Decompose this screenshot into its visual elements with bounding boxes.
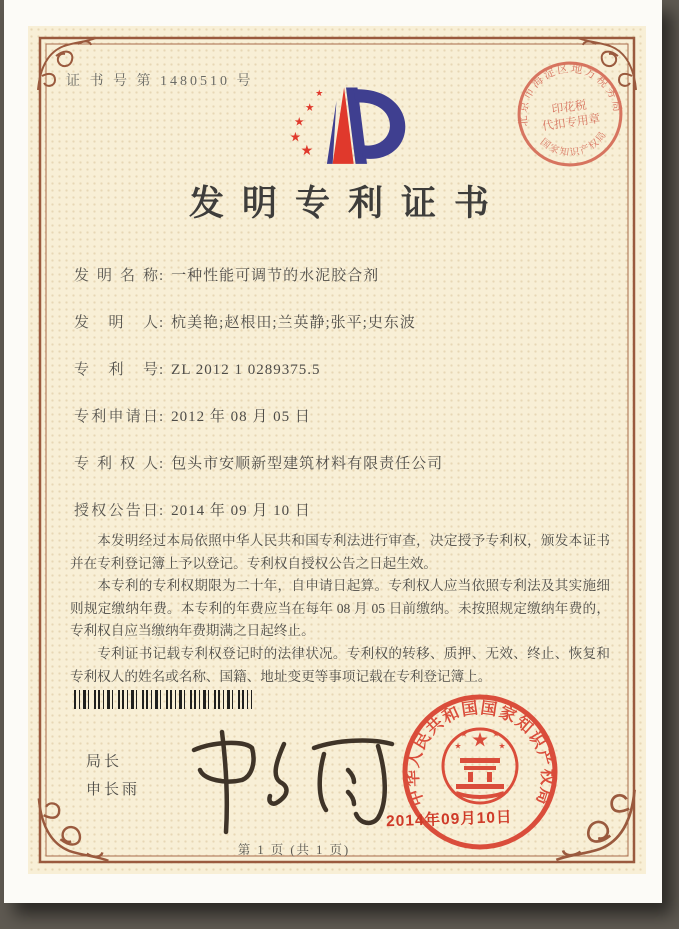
field-value: 杭美艳;赵根田;兰英静;张平;史东波 xyxy=(171,315,416,331)
director-block xyxy=(86,748,140,804)
sipo-logo-icon xyxy=(266,76,426,181)
field-label: 专利申请日 xyxy=(74,409,158,425)
field-patentee: 专利权人 : 包头市安顺新型建筑材料有限责任公司 xyxy=(74,452,614,474)
svg-text:国家知识产权局 xyxy=(537,128,612,163)
seal-date: 2014年09月10日 xyxy=(385,808,513,831)
tax-stamp-arc-top: 北京市海淀区地方税务局 xyxy=(517,62,624,128)
certificate-sheet xyxy=(4,0,662,903)
field-label: 授权公告日 xyxy=(74,503,158,519)
field-patent-number: 专利号 : ZL 2012 1 0289375.5 xyxy=(74,358,614,380)
director-signature-handwriting xyxy=(156,714,416,839)
field-value: ZL 2012 1 0289375.5 xyxy=(171,362,321,378)
field-value: 2014 年 09 月 10 日 xyxy=(171,503,311,519)
field-value: 包头市安顺新型建筑材料有限责任公司 xyxy=(171,456,444,472)
national-emblem-icon xyxy=(443,729,517,803)
field-grant-date: 授权公告日 : 2014 年 09 月 10 日 xyxy=(74,499,614,521)
legal-paragraph-1: 本发明经过本局依照中华人民共和国专利法进行审查，决定授予专利权，颁发本证书并在专利登记簿上予以登记。专利权自授权公告之日起生效。 xyxy=(70,533,610,571)
certificate-title: 发明专利证书 xyxy=(188,184,507,223)
tax-stamp-seal xyxy=(507,51,633,177)
legal-paragraph-3: 专利证书记载专利权登记时的法律状况。专利权的转移、质押、无效、终止、恢复和专利权人的姓名或名称、国籍、地址变更等事项记载在专利登记簿上。 xyxy=(70,645,610,684)
field-label: 发明人 xyxy=(74,315,158,331)
tax-stamp-arc-bottom: 国家知识产权局 xyxy=(537,128,610,159)
field-label: 专利号 xyxy=(74,362,158,378)
certificate-number: 证 书 号 第 1480510 号 xyxy=(66,74,254,89)
field-value: 一种性能可调节的水泥胶合剂 xyxy=(171,268,380,284)
director-title: 局长 xyxy=(86,754,123,770)
field-inventors: 发明人 : 杭美艳;赵根田;兰英静;张平;史东波 xyxy=(74,311,614,333)
field-label: 发明名称 xyxy=(74,268,158,284)
field-filing-date: 专利申请日 : 2012 年 08 月 05 日 xyxy=(74,405,614,427)
certificate-panel xyxy=(28,26,646,874)
field-list xyxy=(74,264,614,546)
tax-stamp-line1: 印花税 xyxy=(550,98,588,117)
field-invention-name: 发明名称 : 一种性能可调节的水泥胶合剂 xyxy=(74,264,614,286)
legal-paragraph-2: 本专利的专利权期限为二十年，自申请日起算。专利权人应当依照专利法及其实施细则规定缴纳年费。本专利的年费应当在每年 08 月 05 日前缴纳。未按照规定缴纳年费的，专利权自应当缴纳年费期满之日起终止。 xyxy=(70,578,610,639)
legal-text xyxy=(70,530,610,688)
barcode xyxy=(74,690,252,709)
field-label: 专利权人 xyxy=(74,456,158,472)
field-value: 2012 年 08 月 05 日 xyxy=(171,409,311,425)
seal-ring-text: 中华人民共和国国家知识产权局 xyxy=(402,698,558,809)
page-number: 第 1 页 (共 1 页) xyxy=(237,843,351,857)
svg-text:中华人民共和国国家知识产权局 xyxy=(402,698,558,809)
tax-stamp-line2: 代扣专用章 xyxy=(541,112,602,134)
director-name: 申长雨 xyxy=(86,782,141,798)
